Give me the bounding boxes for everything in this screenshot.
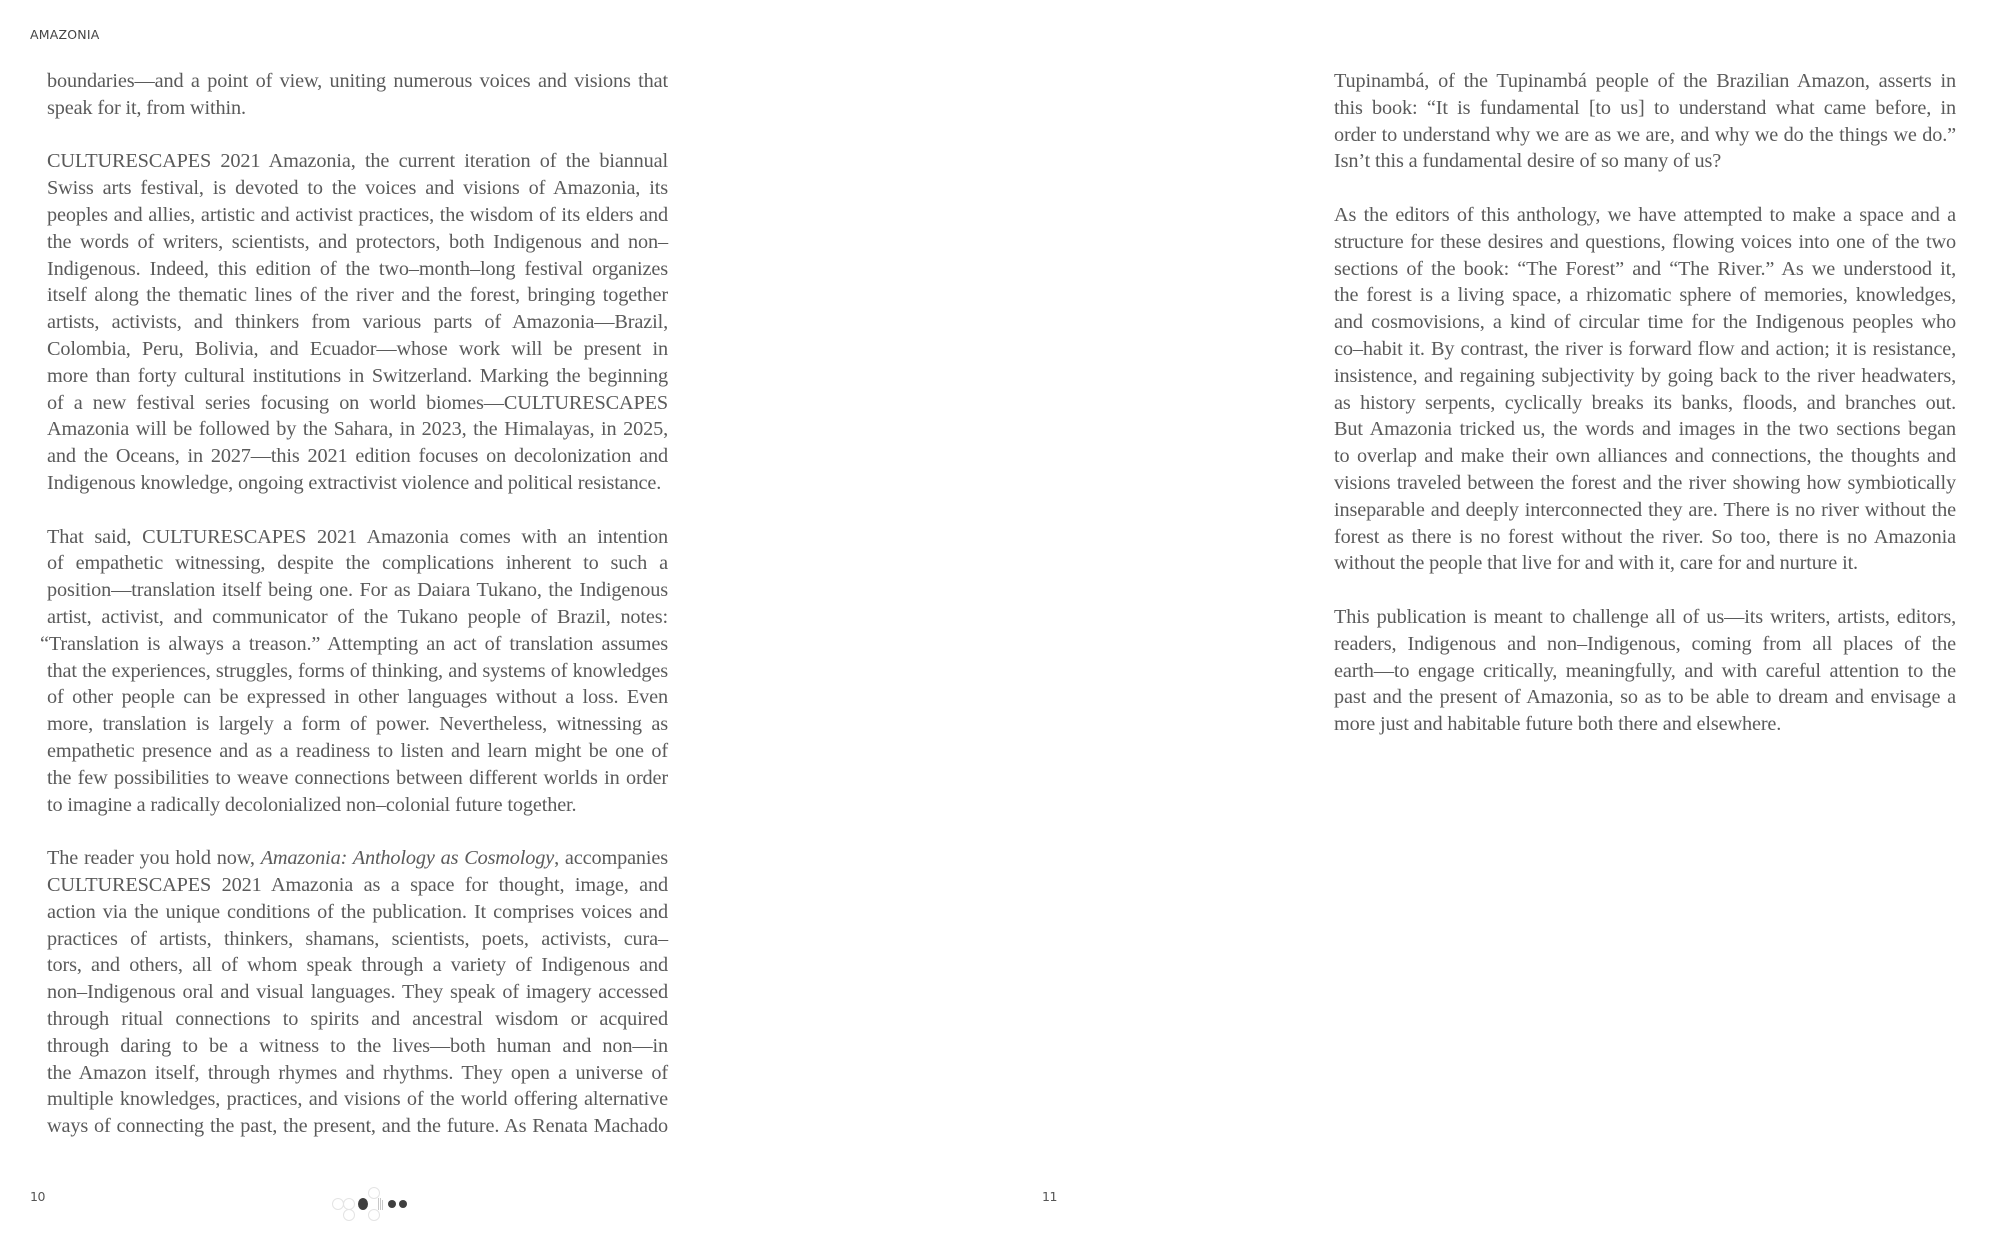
text-line: But Amazonia tricked us, the words and images in the two sections began — [1334, 418, 1956, 441]
page-number-left: 10 — [30, 1189, 45, 1204]
text-line: Amazonia will be followed by the Sahara, in 2023, the Himalayas, in 2025, — [47, 418, 668, 441]
text-line: Indigenous. Indeed, this edition of the two–month–long festival organizes — [47, 257, 668, 280]
running-head: AMAZONIA — [30, 27, 100, 42]
text-line: the words of writers, scientists, and protectors, both Indigenous and non– — [47, 230, 668, 253]
text-line: visions traveled between the forest and the river showing how symbiotically — [1334, 472, 1956, 494]
text-line: co–habit it. By contrast, the river is forward flow and action; it is resistance, — [1334, 338, 1956, 360]
text-line: sections of the book: “The Forest” and “The River.” As we understood it, — [1334, 257, 1956, 280]
text-line: order to understand why we are as we are, and why we do the things we do.” — [1334, 123, 1956, 146]
text-line: of a new festival series focusing on world biomes—CULTURESCAPES — [47, 391, 668, 414]
text-line: of empathetic witnessing, despite the complications inherent to such a — [47, 552, 668, 575]
text-line: This publication is meant to challenge all of us—its writers, artists, editors, — [1334, 606, 1956, 628]
text-line — [40, 631, 668, 658]
text-line: ways of connecting the past, the present, and the future. As Renata Machado — [47, 1115, 668, 1138]
text-line: past and the present of Amazonia, so as to be able to dream and envisage a — [1334, 686, 1956, 709]
text-line: Indigenous knowledge, ongoing extractivist violence and political resistance. — [47, 472, 662, 494]
text-line: As the editors of this anthology, we have attempted to make a space and a — [1334, 204, 1956, 226]
text-span: The reader you hold now, — [47, 847, 261, 870]
text-line: CULTURESCAPES 2021 Amazonia, the current iteration of the biannual — [47, 150, 668, 173]
text-line: structure for these desires and questions, flowing voices into one of the two — [1334, 230, 1956, 253]
text-line: more just and habitable future both there and elsewhere. — [1334, 713, 1782, 736]
text-line: to overlap and make their own alliances and connections, the thoughts and — [1334, 445, 1956, 468]
text-line: inseparable and deeply interconnected they are. There is no river without the — [1334, 498, 1956, 521]
text-line: peoples and allies, artistic and activist practices, the wisdom of its elders and — [47, 204, 668, 226]
text-line: more, translation is largely a form of power. Nevertheless, witnessing as — [47, 713, 668, 736]
text-line: as history serpents, cyclically breaks its banks, floods, and branches out. — [1334, 391, 1956, 414]
text-line: the few possibilities to weave connections between different worlds in order — [47, 766, 668, 789]
text-line: the forest is a living space, a rhizomatic sphere of memories, knowledges, — [1334, 284, 1956, 307]
text-line: Tupinambá, of the Tupinambá people of the Brazilian Amazon, asserts in — [1334, 70, 1956, 92]
text-line: to imagine a radically decolonialized non–colonial future together. — [47, 793, 577, 816]
text-line: multiple knowledges, practices, and visions of the world offering alternative — [47, 1088, 668, 1111]
text-line: and the Oceans, in 2027—this 2021 edition focuses on decolonization and — [47, 445, 668, 468]
page-number-right: 11 — [1042, 1189, 1057, 1204]
text-line: forest as there is no forest without the river. So too, there is no Amazonia — [1334, 525, 1956, 548]
text-line: artist, activist, and communicator of the Tukano people of Brazil, notes: — [47, 606, 668, 628]
text-line: tors, and others, all of whom speak through a variety of Indigenous and — [47, 954, 668, 977]
text-span: “Translation is always a treason.” Attempting an act of translation assumes — [40, 632, 668, 655]
text-line: artists, activists, and thinkers from various parts of Amazonia—Brazil, — [47, 311, 668, 334]
text-line: earth—to engage critically, meaningfully, and with careful attention to the — [1334, 659, 1956, 682]
text-line: Isn’t this a fundamental desire of so many of us? — [1334, 150, 1722, 173]
text-line: itself along the thematic lines of the river and the forest, bringing together — [47, 284, 668, 307]
text-line: Colombia, Peru, Bolivia, and Ecuador—whose work will be present in — [47, 338, 668, 360]
text-line: action via the unique conditions of the publication. It comprises voices and — [47, 900, 668, 923]
text-line: that the experiences, struggles, forms of thinking, and systems of knowledges — [47, 659, 668, 682]
text-line: through daring to be a witness to the lives—both human and non—in — [47, 1034, 668, 1057]
text-line: CULTURESCAPES 2021 Amazonia as a space for thought, image, and — [47, 874, 668, 896]
text-line: Swiss arts festival, is devoted to the voices and visions of Amazonia, its — [47, 177, 668, 200]
text-line: speak for it, from within. — [47, 96, 246, 119]
text-line — [47, 845, 668, 872]
text-line: practices of artists, thinkers, shamans, scientists, poets, activists, cura– — [47, 927, 668, 950]
text-line: That said, CULTURESCAPES 2021 Amazonia comes with an intention — [47, 525, 668, 548]
text-line: readers, Indigenous and non–Indigenous, coming from all places of the — [1334, 632, 1956, 655]
text-line: the Amazon itself, through rhymes and rhythms. They open a universe of — [47, 1061, 668, 1084]
text-span: , accompanies — [554, 847, 668, 870]
text-line: position—translation itself being one. For as Daiara Tukano, the Indigenous — [47, 579, 668, 602]
text-line: and cosmovisions, a kind of circular time for the Indigenous peoples who — [1334, 311, 1956, 334]
text-line: insistence, and regaining subjectivity by going back to the river headwaters, — [1334, 364, 1956, 387]
text-line: this book: “It is fundamental [to us] to understand what came before, in — [1334, 96, 1956, 119]
text-line: more than forty cultural institutions in Switzerland. Marking the beginning — [47, 364, 668, 387]
text-line: boundaries—and a point of view, uniting numerous voices and visions that — [47, 70, 668, 92]
text-line: through ritual connections to spirits and ancestral wisdom or acquired — [47, 1008, 668, 1030]
culturescapes-logo-icon — [332, 1184, 412, 1224]
text-line: without the people that live for and with it, care for and nurture it. — [1334, 552, 1858, 575]
text-line: of other people can be expressed in other languages without a loss. Even — [47, 686, 668, 709]
text-line: empathetic presence and as a readiness to listen and learn might be one of — [47, 740, 668, 762]
text-line: non–Indigenous oral and visual languages. They speak of imagery accessed — [47, 981, 668, 1004]
book-title: Amazonia: Anthology as Cosmology — [260, 847, 555, 870]
